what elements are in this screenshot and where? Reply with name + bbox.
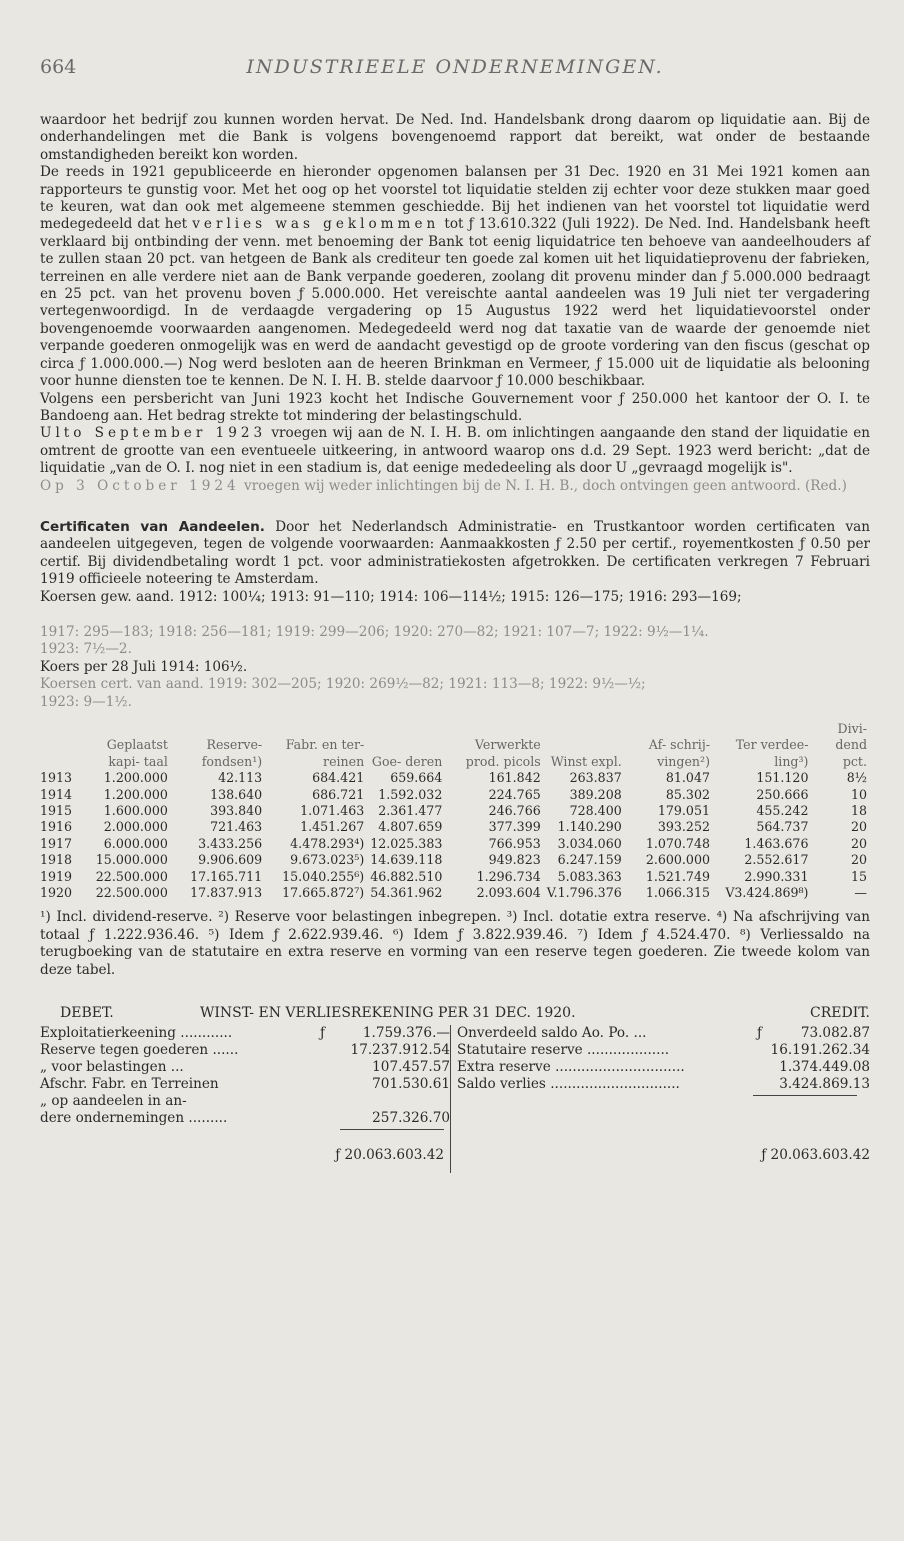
table-cell: 5.083.363 — [557, 868, 622, 884]
paragraph-text: vroegen wij weder inlichtingen bij de N. I. H. B., doch ontvingen geen antwoord. (Red.) — [244, 477, 847, 494]
column-header: Geplaatst kapi- taal — [106, 737, 168, 769]
table-cell: 1.592.032 — [378, 786, 443, 802]
credit-total: ƒ 20.063.603.42 — [761, 1147, 870, 1164]
table-cell: 1916 — [40, 819, 73, 835]
section-heading: Certificaten van Aandeelen. — [40, 518, 265, 535]
table-cell: V3.424.869⁸) — [725, 885, 809, 901]
column-header — [40, 721, 75, 770]
page-number: 664 — [40, 56, 77, 78]
table-cell: 3.433.256 — [198, 835, 263, 851]
table-cell: 138.640 — [210, 786, 263, 802]
koersen-line: Koersen cert. van aand. 1919: 302—205; 1920: 269½—82; 1921: 113—8; 1922: 9½—½; — [40, 676, 646, 693]
account-row — [40, 1025, 450, 1042]
column-header: Fabr. en ter- reinen — [285, 737, 365, 769]
table-cell: 14.639.118 — [370, 852, 443, 868]
table-cell: 2.093.604 — [476, 885, 541, 901]
account-amount: 257.326.70 — [372, 1110, 450, 1127]
sum-line — [340, 1129, 444, 1130]
account-header — [40, 1005, 870, 1025]
table-cell: 1.600.000 — [103, 803, 168, 819]
table-cell: 949.823 — [488, 852, 541, 868]
table-cell: 659.664 — [390, 770, 443, 786]
table-cell: 10 — [850, 786, 867, 802]
table-cell: 721.463 — [210, 819, 263, 835]
table-cell: 1917 — [40, 835, 73, 851]
table-cell: 1915 — [40, 803, 73, 819]
account-title: WINST- EN VERLIESREKENING PER 31 DEC. 1920. — [200, 1005, 576, 1022]
account-label: Reserve tegen goederen ...... — [40, 1042, 239, 1059]
table-cell: 263.837 — [569, 770, 622, 786]
paragraph-text: De reeds in 1921 gepubliceerde en hieronder opgenomen balansen per 31 Dec. 1920 en 31 Mei 1921 komen aan rapporteurs te gunstig voor. Met het oog op het voorstel tot liquidatie stelden zij echter voor deze stukken maar goed te keuren, wat dan ook met algemeene stemmen geschiedde. Bij het indienen van het voorstel tot liquidatie werd medegedeeld dat het — [40, 164, 870, 233]
table-row — [40, 803, 870, 819]
account-amount: 16.191.262.34 — [770, 1042, 870, 1059]
account-amount: 1.759.376.— — [362, 1025, 450, 1042]
paragraph — [40, 478, 870, 495]
table-cell: 151.120 — [756, 770, 809, 786]
table-cell: 766.953 — [488, 835, 541, 851]
paragraph — [40, 425, 870, 477]
paragraph-text: vroegen wij aan de N. I. H. B. om inlichtingen aangaande den stand der liquidatie en omtrent de grootte van een eventueele uitkeering, in antwoord waarop ons d.d. 29 Sept. 1923 werd bericht: „dat de liquidatie „van de O. I. nog niet in een stadium is, dat eenige mededeeling als door U „gevraagd mogelijk is". — [40, 425, 871, 477]
koers-juli: Koers per 28 Juli 1914: 106½. — [40, 658, 248, 675]
table-cell: 455.242 — [756, 803, 809, 819]
table-cell: 1920 — [40, 885, 73, 901]
column-header: Ter verdee- ling³) — [735, 737, 809, 769]
debit-total: ƒ 20.063.603.42 — [335, 1147, 444, 1164]
column-header: Winst expl. — [550, 753, 622, 769]
table-cell: 17.665.872⁷) — [282, 885, 365, 901]
account-row — [457, 1076, 870, 1093]
table-row — [40, 770, 870, 786]
footnotes: ¹) Incl. dividend-reserve. ²) Reserve voor belastingen inbegrepen. ³) Incl. dotatie extra reserve. ⁴) Na afschrijving van totaal ƒ 1.222.936.46. ⁵) Idem ƒ 2.622.939.46. ⁶) Idem ƒ 3.822.939.46. ⁷) Idem ƒ 4.524.470. ⁸) Verliessaldo na terugboeking van de statutaire en extra reserve en vorming van een reserve tegen goederen. Zie tweede kolom van deze tabel. — [40, 909, 870, 978]
account-row — [40, 1042, 450, 1059]
account-row — [457, 1025, 870, 1042]
column-header: Verwerkte prod. picols — [465, 737, 541, 769]
account-label: Saldo verlies .............................. — [457, 1076, 680, 1093]
table-cell: 389.208 — [569, 786, 622, 802]
table-cell: 684.421 — [312, 770, 365, 786]
paragraph-text: Door het Nederlandsch Administratie- en Trustkantoor worden certificaten van aandeelen uitgegeven, tegen de volgende voorwaarden: Aanmaakkosten ƒ 2.50 per certif., royementkosten ƒ 0.50 per certif. Bij dividendbetaling wordt 1 pct. voor administratiekosten afgetrokken. De certificaten verkregen 7 Februari 1919 officieele noteering te Amsterdam. — [40, 518, 870, 588]
table-cell: 1.070.748 — [645, 835, 710, 851]
table-cell: 15.000.000 — [95, 852, 168, 868]
divider — [450, 1025, 451, 1173]
koersen-line: 1917: 295—183; 1918: 256—181; 1919: 299—206; 1920: 270—82; 1921: 107—7; 1922: 9½—1¼. — [40, 623, 709, 640]
koersen-line: 1923: 7½—2. — [40, 641, 132, 658]
table-row — [40, 885, 870, 901]
account-row — [457, 1059, 870, 1076]
currency-sign: ƒ — [757, 1025, 763, 1042]
account-label: Afschr. Fabr. en Terreinen — [40, 1076, 219, 1093]
credit-side — [457, 1025, 870, 1093]
account-label: „ voor belastingen ... — [40, 1059, 184, 1076]
table-cell: 54.361.962 — [370, 885, 443, 901]
paragraph: Volgens een persbericht van Juni 1923 kocht het Indische Gouvernement voor ƒ 250.000 het kantoor der O. I. te Bandoeng aan. Het bedrag strekte tot mindering der belastingschuld. — [40, 390, 870, 424]
table-cell: 9.906.609 — [198, 852, 263, 868]
table-cell: 1.521.749 — [645, 868, 710, 884]
account-amount: 701.530.61 — [372, 1076, 450, 1093]
table-cell: 15.040.255⁶) — [282, 868, 365, 884]
table-cell: 1.451.267 — [300, 819, 365, 835]
account-amount: 1.374.449.08 — [779, 1059, 870, 1076]
account-amount: 17.237.912.54 — [350, 1042, 450, 1059]
table-cell: 17.837.913 — [190, 885, 263, 901]
account-label: Statutaire reserve ................... — [457, 1042, 670, 1059]
account-row — [457, 1042, 870, 1059]
table-cell: 1.071.463 — [300, 803, 365, 819]
table-cell: 1.200.000 — [103, 786, 168, 802]
table-cell: 179.051 — [657, 803, 710, 819]
table-cell: 686.721 — [312, 786, 365, 802]
table-cell: 1.140.290 — [557, 819, 622, 835]
table-cell: 20 — [850, 835, 867, 851]
sum-line — [753, 1095, 857, 1096]
table-cell: 22.500.000 — [95, 885, 168, 901]
account-amount: 73.082.87 — [800, 1025, 870, 1042]
account-row — [40, 1093, 450, 1110]
debet-label: DEBET. — [60, 1005, 114, 1022]
account-row — [40, 1110, 450, 1127]
table-cell: 250.666 — [756, 786, 809, 802]
account-label: „ op aandeelen in an- — [40, 1093, 187, 1110]
table-row — [40, 787, 870, 803]
table-cell: 12.025.383 — [370, 835, 443, 851]
account-amount: 107.457.57 — [372, 1059, 450, 1076]
certificates-paragraph — [40, 519, 870, 589]
table-cell: 728.400 — [569, 803, 622, 819]
table-cell: 20 — [850, 852, 867, 868]
table-cell: 3.034.060 — [557, 835, 622, 851]
table-cell: — — [854, 885, 867, 901]
table-cell: 1.200.000 — [103, 770, 168, 786]
running-title: INDUSTRIEELE ONDERNEMINGEN. — [246, 56, 664, 78]
table-cell: 246.766 — [488, 803, 541, 819]
table-cell: 9.673.023⁵) — [290, 852, 365, 868]
table-cell: 20 — [850, 819, 867, 835]
spaced-text: Ulto September 1923 — [40, 425, 267, 442]
table-cell: 161.842 — [488, 770, 541, 786]
table-cell: 1918 — [40, 852, 73, 868]
debit-side — [40, 1025, 450, 1127]
table-row — [40, 869, 870, 885]
table-cell: 2.600.000 — [645, 852, 710, 868]
paragraph-text: tot ƒ 13.610.322 (Juli 1922). De Ned. Ind. Handelsbank heeft verklaard bij ontbinding der venn. met benoeming der Bank tot eenig liquidatrice ten behoeve van aandeelhouders af te zullen staan 20 pct. van hetgeen de Bank als crediteur ten goede zal komen uit het liquidatieprovenu der fabrieken, terreinen en alle verdere niet aan de Bank verpande goederen, zoolang dit provenu minder dan ƒ 5.000.000 bedraagt en 25 pct. van het provenu boven ƒ 5.000.000. Het vereischte aantal aandeelen was 19 Juli niet ter vergadering vertegenwoordigd. In de verdaagde vergadering op 15 Augustus 1922 werd het liquidatievoorstel onder bovengenoemde voorwaarden aangenomen. Medegedeeld werd nog dat taxatie van de waarde der genoemde niet verpande goederen onmogelijk was en werd de aandacht gevestigd op de groote vordering van den fiscus (geschat op circa ƒ 1.000.000.—) Nog werd besloten aan de heeren Brinkman en Vermeer, ƒ 15.000 uit de liquidatie als belooning voor hunne diensten toe te kennen. De N. I. H. B. stelde daarvoor ƒ 10.000 beschikbaar. — [40, 216, 870, 390]
account-label: Exploitatierkeening ............ — [40, 1025, 233, 1042]
table-cell: 15 — [850, 868, 867, 884]
table-cell: 1914 — [40, 786, 73, 802]
paragraph — [40, 164, 870, 390]
table-cell: 8½ — [846, 770, 867, 786]
table-cell: 42.113 — [218, 770, 263, 786]
account-label: Onverdeeld saldo Ao. Po. ... — [457, 1025, 647, 1042]
koersen-line: 1923: 9—1½. — [40, 693, 132, 710]
account-label: dere ondernemingen ......... — [40, 1110, 228, 1127]
table-cell: 393.840 — [210, 803, 263, 819]
page-header — [40, 56, 870, 86]
table-cell: 6.000.000 — [103, 835, 168, 851]
table-cell: 1913 — [40, 770, 73, 786]
paragraph: waardoor het bedrijf zou kunnen worden hervat. De Ned. Ind. Handelsbank drong daarom op liquidatie aan. Bij de onderhandelingen met die Bank is volgens bovengenoemd rapport dat bereikt, wat onder de bestaande omstandigheden bereikt kon worden. — [40, 112, 870, 163]
table-row — [40, 819, 870, 835]
table-cell: V.1.796.376 — [546, 885, 622, 901]
table-cell: 393.252 — [657, 819, 710, 835]
currency-sign: ƒ — [320, 1025, 326, 1042]
table-cell: 2.361.477 — [378, 803, 443, 819]
table-cell: 1.066.315 — [645, 885, 710, 901]
column-header: Divi- dend pct. — [835, 721, 867, 769]
financial-table — [40, 721, 870, 901]
table-cell: 224.765 — [488, 786, 541, 802]
table-cell: 18 — [850, 803, 867, 819]
column-header: Af- schrij- vingen²) — [648, 737, 710, 769]
table-cell: 4.807.659 — [378, 819, 443, 835]
table-cell: 2.000.000 — [103, 819, 168, 835]
table-cell: 81.047 — [665, 770, 710, 786]
spaced-text: verlies was geklommen — [192, 216, 440, 233]
column-header: Reserve- fondsen¹) — [201, 737, 263, 769]
account-amount: 3.424.869.13 — [779, 1076, 870, 1093]
credit-label: CREDIT. — [810, 1005, 870, 1022]
spaced-text: Op 3 October 1924 — [40, 477, 240, 494]
table-cell: 377.399 — [488, 819, 541, 835]
koersen-line: Koersen gew. aand. 1912: 100¼; 1913: 91—110; 1914: 106—114½; 1915: 126—175; 1916: 293—169; — [40, 588, 742, 605]
table-cell: 564.737 — [756, 819, 809, 835]
table-cell: 4.478.293⁴) — [290, 835, 365, 851]
account-row — [40, 1059, 450, 1076]
table-row — [40, 852, 870, 868]
account-row — [40, 1076, 450, 1093]
table-cell: 2.990.331 — [744, 868, 809, 884]
account-label: Extra reserve .............................. — [457, 1059, 685, 1076]
table-cell: 22.500.000 — [95, 868, 168, 884]
table-cell: 2.552.617 — [744, 852, 809, 868]
table-cell: 1.296.734 — [476, 868, 541, 884]
table-cell: 1919 — [40, 868, 73, 884]
table-row — [40, 836, 870, 852]
table-cell: 6.247.159 — [557, 852, 622, 868]
table-cell: 1.463.676 — [744, 835, 809, 851]
table-cell: 85.302 — [665, 786, 710, 802]
column-header: Goe- deren — [371, 753, 443, 769]
main-text — [40, 112, 870, 1173]
table-cell: 46.882.510 — [370, 868, 443, 884]
profit-loss-account — [40, 1005, 870, 1173]
table-cell: 17.165.711 — [190, 868, 263, 884]
